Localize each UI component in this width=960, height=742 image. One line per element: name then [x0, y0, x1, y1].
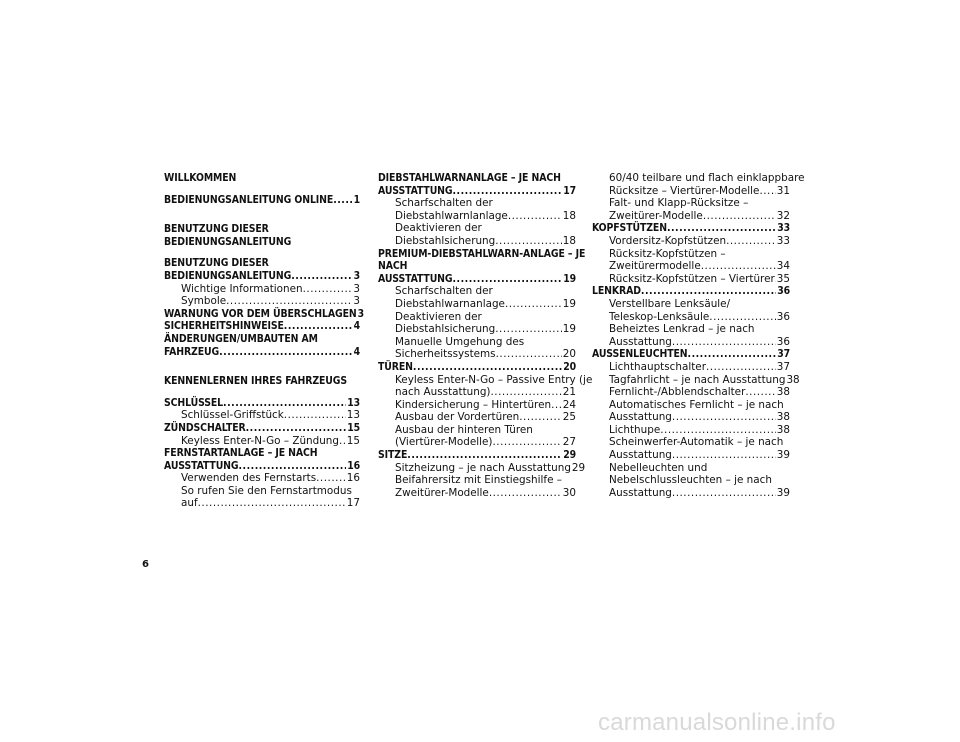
toc-entry-beifahrersitz[interactable]: Zweitürer-Modelle ..... 30 [378, 487, 576, 500]
toc-entry-manuelle[interactable]: Sicherheitssystems ..... 20 [378, 348, 576, 361]
toc-line-nebel-1: Nebelleuchten und [609, 461, 708, 474]
toc-section-kennenlernen: KENNENLERNEN IHRES FAHRZEUGS [164, 375, 348, 388]
toc-line-scharf-1: Scharfschalten der [395, 197, 493, 210]
toc-entry-sitzheizung[interactable]: Sitzheizung – je nach Ausstattung 29 [395, 461, 586, 474]
toc-entry-sitze[interactable]: SITZE ..... 29 [378, 449, 576, 462]
toc-heading-benutzung-2: BENUTZUNG DIESER [164, 257, 269, 270]
toc-entry-fernlicht[interactable]: Fernlicht-/Abblendschalter ..... 38 [592, 386, 790, 399]
page-number: 6 [142, 559, 149, 570]
toc-line-auto-fernlicht: Automatisches Fernlicht – je nach [609, 398, 784, 411]
toc-line-sorufen: So rufen Sie den Fernstartmodus [181, 484, 352, 497]
toc-entry-lichthauptschalter[interactable]: Lichthauptschalter ..... 37 [592, 361, 790, 374]
toc-entry-beheiztes[interactable]: Ausstattung ..... 36 [592, 336, 790, 349]
toc-line-keyless: Keyless Enter-N-Go – Passive Entry (je [395, 373, 593, 386]
toc-entry-diebstahlwarnanlage[interactable]: AUSSTATTUNG ..... 17 [378, 185, 576, 198]
toc-entry-nebel[interactable]: Ausstattung ..... 39 [592, 487, 790, 500]
toc-section-willkommen: WILLKOMMEN [164, 172, 237, 184]
toc-entry-ausbau-hinten[interactable]: (Viertürer-Modelle) ..... 27 [378, 436, 576, 449]
toc-line-teilbar: 60/40 teilbare und flach einklappbare [609, 172, 805, 184]
toc-entry-benutzung-2[interactable]: BEDIENUNGSANLEITUNG ..... 3 [164, 270, 360, 283]
toc-entry-kopfstuetzen[interactable]: KOPFSTÜTZEN ..... 33 [592, 222, 790, 235]
toc-entry-scharf-1[interactable]: Diebstahlwarnlanlage ..... 18 [378, 210, 576, 223]
toc-heading-diebstahlwarnanlage: DIEBSTAHLWARNANLAGE – JE NACH [378, 172, 561, 184]
toc-entry-verstellbar[interactable]: Teleskop-Lenksäule ..... 36 [592, 311, 790, 324]
toc-line-manuelle: Manuelle Umgehung des [395, 335, 525, 348]
toc-entry-lenkrad[interactable]: LENKRAD ..... 36 [592, 285, 790, 298]
toc-entry-auto-fernlicht[interactable]: Ausstattung ..... 38 [592, 411, 790, 424]
toc-line-beifahrersitz: Beifahrersitz mit Einstiegshilfe – [395, 474, 562, 487]
toc-entry-sorufen[interactable]: auf ..... 17 [164, 497, 360, 510]
toc-heading-fernstartanlage: FERNSTARTANLAGE – JE NACH [164, 447, 318, 460]
toc-entry-schluessel-griffstueck[interactable]: Schlüssel-Griffstück ..... 13 [164, 409, 360, 422]
toc-column-3 [592, 172, 805, 499]
toc-entry-ruecksitz-viertuerer[interactable]: Rücksitz-Kopfstützen – Viertürer ..... 35 [592, 273, 790, 286]
toc-entry-tagfahrlicht[interactable]: Tagfahrlicht – je nach Ausstattung 38 [609, 373, 800, 386]
toc-line-ruecksitz: Rücksitz-Kopfstützen – [609, 247, 726, 260]
toc-entry-warnung[interactable]: WARNUNG VOR DEM ÜBERSCHLAGEN 3 [164, 307, 364, 320]
toc-entry-sicherheitshinweise[interactable]: SICHERHEITSHINWEISE ..... 4 [164, 320, 360, 333]
toc-entry-ausbau-vordertueren[interactable]: Ausbau der Vordertüren ..... 25 [378, 411, 576, 424]
toc-line-falt: Falt- und Klapp-Rücksitze – [609, 197, 749, 210]
toc-heading-benutzung-1: BENUTZUNG DIESER [164, 223, 269, 236]
toc-entry-tueren[interactable]: TÜREN ..... 20 [378, 361, 576, 374]
toc-entry-lichthupe[interactable]: Lichthupe ..... 38 [592, 424, 790, 437]
toc-entry-aussenleuchten[interactable]: AUSSENLEUCHTEN ..... 37 [592, 348, 790, 361]
toc-entry-vordersitz-kopfstuetzen[interactable]: Vordersitz-Kopfstützen ..... 33 [592, 235, 790, 248]
toc-entry-keyless-zuendung[interactable]: Keyless Enter-N-Go – Zündung ..... 15 [164, 435, 360, 448]
toc-entry-keyless[interactable]: nach Ausstattung) ..... 21 [378, 386, 576, 399]
toc-entry-bedienungsanleitung-online[interactable]: BEDIENUNGSANLEITUNG ONLINE ..... 1 [164, 194, 360, 207]
toc-line-scharf-2: Scharfschalten der [395, 285, 493, 298]
toc-entry-ruecksitz-zweituerer[interactable]: Zweitürermodelle ..... 34 [592, 260, 790, 273]
toc-entry-fernstartanlage[interactable]: AUSSTATTUNG ..... 16 [164, 460, 360, 473]
toc-line-beheiztes: Beheiztes Lenkrad – je nach [609, 323, 755, 336]
toc-entry-aenderungen[interactable]: FAHRZEUG ..... 4 [164, 346, 360, 359]
toc-entry-deakt-2[interactable]: Diebstahlsicherung ..... 19 [378, 323, 576, 336]
toc-entry-symbole[interactable]: Symbole ..... 3 [164, 295, 360, 308]
toc-entry-scharf-2[interactable]: Diebstahlwarnanlage ..... 19 [378, 298, 576, 311]
toc-line-verstellbar: Verstellbare Lenksäule/ [609, 297, 731, 310]
toc-entry-verwenden-fernstart[interactable]: Verwenden des Fernstarts ..... 16 [164, 472, 360, 485]
toc-column-2 [378, 172, 593, 499]
toc-entry-scheinwerfer[interactable]: Ausstattung ..... 39 [592, 449, 790, 462]
toc-line-nebel-2: Nebelschlussleuchten – je nach [609, 474, 772, 487]
toc-entry-deakt-1[interactable]: Diebstahlsicherung ..... 18 [378, 235, 576, 248]
toc-entry-falt[interactable]: Zweitürer-Modelle ..... 32 [592, 210, 790, 223]
toc-line-ausbau-hinten: Ausbau der hinteren Türen [395, 423, 533, 436]
toc-heading-aenderungen: ÄNDERUNGEN/UMBAUTEN AM [164, 332, 318, 345]
toc-entry-zuendschalter[interactable]: ZÜNDSCHALTER ..... 15 [164, 422, 360, 435]
toc-entry-premium[interactable]: AUSSTATTUNG ..... 19 [378, 273, 576, 286]
toc-entry-kindersicherung[interactable]: Kindersicherung – Hintertüren ..... 24 [378, 399, 576, 412]
toc-heading-premium: PREMIUM-DIEBSTAHLWARN-ANLAGE – JE [378, 247, 586, 260]
toc-line-deakt-1: Deaktivieren der [395, 222, 482, 235]
toc-entry-schluessel[interactable]: SCHLÜSSEL ..... 13 [164, 397, 360, 410]
toc-entry-teilbar[interactable]: Rücksitze – Viertürer-Modelle ..... 31 [592, 185, 790, 198]
watermark: carmanualsonline.info [598, 709, 836, 736]
toc-heading-benutzung-1-line2: BEDIENUNGSANLEITUNG [164, 235, 292, 248]
toc-entry-wichtige-informationen[interactable]: Wichtige Informationen ..... 3 [164, 283, 360, 296]
toc-line-scheinwerfer: Scheinwerfer-Automatik – je nach [609, 436, 784, 449]
toc-column-1 [164, 172, 364, 510]
toc-heading-premium-line2: NACH [378, 260, 408, 273]
toc-line-deakt-2: Deaktivieren der [395, 310, 482, 323]
